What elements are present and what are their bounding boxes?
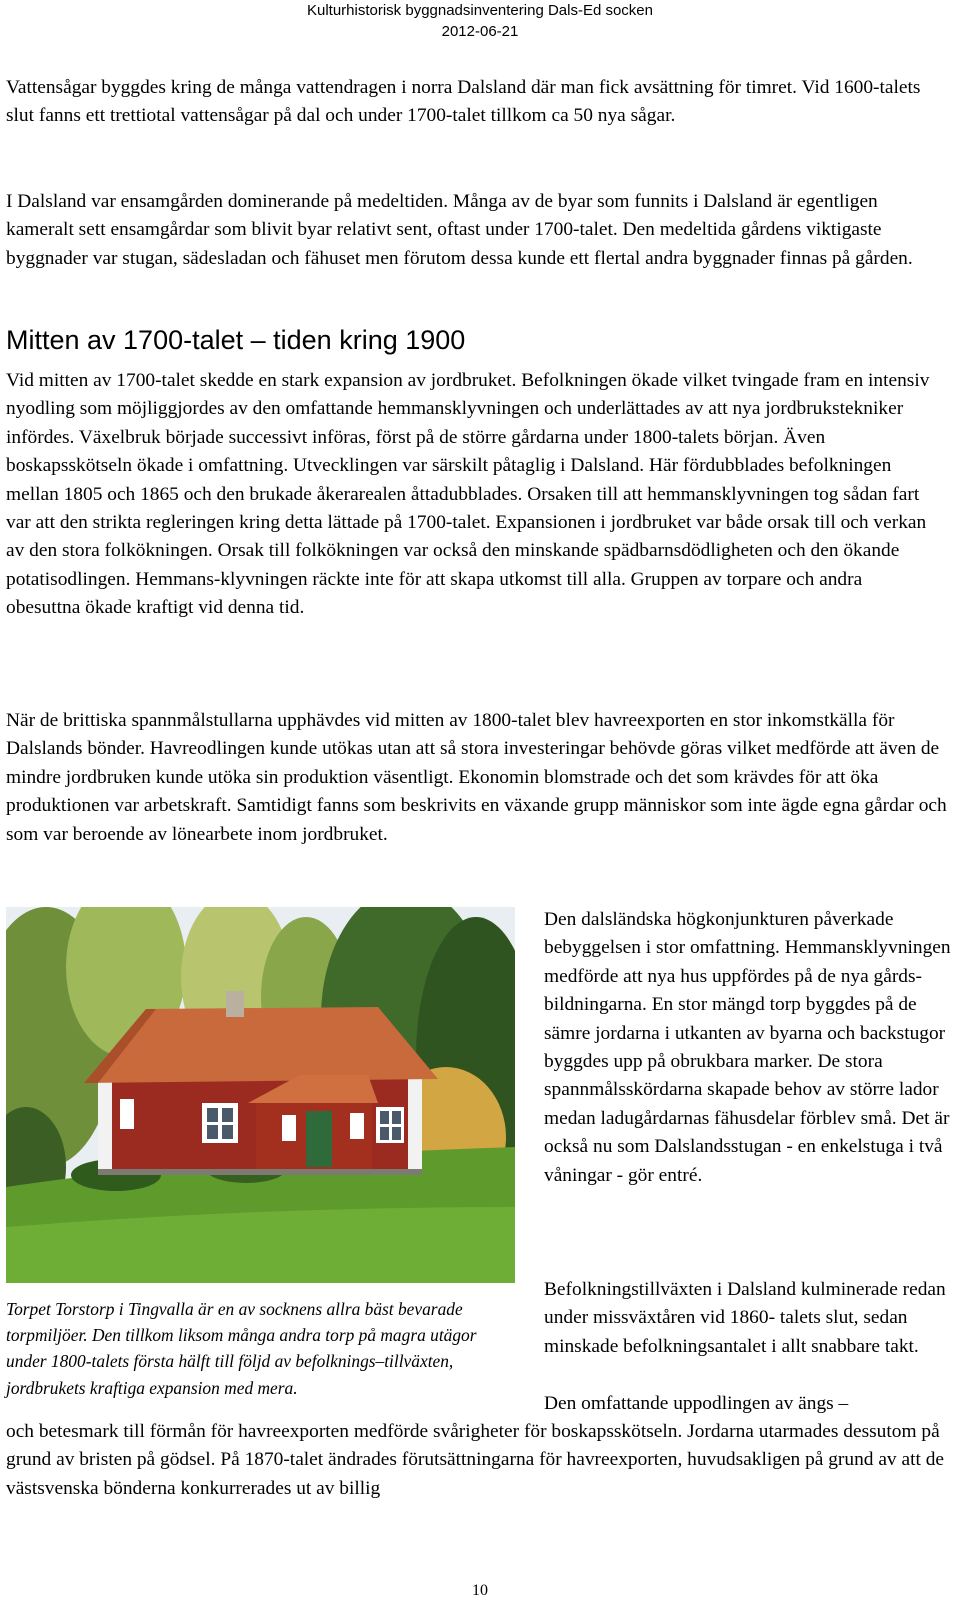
cottage-photo — [6, 907, 515, 1283]
page-header — [0, 0, 960, 42]
header-title: Kulturhistorisk byggnadsinventering Dals-Ed socken — [306, 2, 653, 19]
section-heading: Mitten av 1700-talet – tiden kring 1900 — [6, 325, 466, 355]
paragraph-boom-effects: Den dalsländska högkonjunkturen påverkade bebyggelsen i stor omfattning. Hemmansklyvningen medförde att nya hus uppfördes på de nya gårds-bildningarna. En stor mängd torp byggdes på de sämre jordarna i utkanten av byarna och backstugor byggdes upp på obrukbara marker. De stora spannmålsskördarna skapade behov av större lador medan ladugårdarnas fähusdelar förblev små. Det är också nu som Dalslandsstugan - en enkelstuga i två våningar - gör entré. — [544, 909, 951, 1186]
paragraph-population-peak: Befolkningstillväxten i Dalsland kulminerade redan under missväxtåren vid 1860- talets slut, sedan minskade befolkningsantalet i allt snabbare takt. — [544, 1279, 946, 1357]
paragraph-meadow-cultivation-start: Den omfattande uppodlingen av ängs – — [544, 1393, 849, 1414]
paragraph-single-farms: I Dalsland var ensamgården dominerande på medeltiden. Många av de byar som funnits i Dalsland är egentligen kameralt sett ensamgårdar som blivit byar relativt sent, oftast under 1700-talet. Den medeltida gårdens viktigaste byggnader var stugan, sädesladan och fähuset men förutom dessa kunde ett flertal andra byggnader finnas på gården. — [6, 191, 913, 269]
photo-caption: Torpet Torstorp i Tingvalla är en av socknens allra bäst bevarade torpmiljöer. Den tillkom liksom många andra torp på magra utägor under 1800-talets första hälft till följd av befolknings–tillväxten, jordbrukets kraftiga expansion med mera. — [6, 1299, 477, 1398]
paragraph-pasture-consequences: och betesmark till förmån för havreexporten medförde svårigheter för boskapsskötseln. Jordarna utarmades dessutom på grund av bristen på gödsel. På 1870-talet ändrades förutsättningarna för havreexporten, huvudsakligen på grund av att de västsvenska bönderna konkurrerades ut av billig — [6, 1421, 945, 1499]
paragraph-oat-export: När de brittiska spannmålstullarna upphävdes vid mitten av 1800-talet blev havreexporten en stor inkomstkälla för Dalslands bönder. Havreodlingen kunde utökas utan att så stora investeringar behövde göras vilket medförde att även de mindre jordbruken kunde utöka sin produktion väsentligt. Ekonomin blomstrade och det som krävdes för att öka produktionen var arbetskraft. Samtidigt fanns som beskrivits en växande grupp människor som inte ägde egna gårdar och som var beroende av lönearbete inom jordbruket. — [6, 710, 947, 845]
paragraph-agricultural-expansion: Vid mitten av 1700-talet skedde en stark expansion av jordbruket. Befolkningen ökade vilket tvingade fram en intensiv nyodling som möjliggjordes av den omfattande hemmansklyvningen och underlättades av att nya jordbrukstekniker infördes. Växelbruk började successivt införas, först på de större gårdarna under 1800-talets början. Även boskapsskötseln ökade i omfattning. Utvecklingen var särskilt påtaglig i Dalsland. Här fördubblades befolkningen mellan 1805 och 1865 och den brukade åkerarealen åttadubblades. Orsaken till att hemmansklyvningen tog sådan fart var att den strikta regleringen kring detta lättade på 1700-talet. Expansionen i jordbruket var både orsak till och verkan av den stora folkökningen. Orsak till folkökningen var också den minskande spädbarnsdödligheten och den ökande potatisodlingen. Hemmans-klyvningen räckte inte för att skapa utkomst till alla. Gruppen av torpare och andra obesuttna ökade kraftigt vid denna tid. — [6, 370, 930, 619]
paragraph-sawmills: Vattensågar byggdes kring de många vattendragen i norra Dalsland där man fick avsättning för timret. Vid 1600-talets slut fanns ett trettiotal vattensågar på dal och under 1700-talet tillkom ca 50 nya sågar. — [6, 77, 921, 127]
header-date: 2012-06-21 — [441, 23, 519, 40]
page-number: 10 — [472, 1582, 488, 1599]
